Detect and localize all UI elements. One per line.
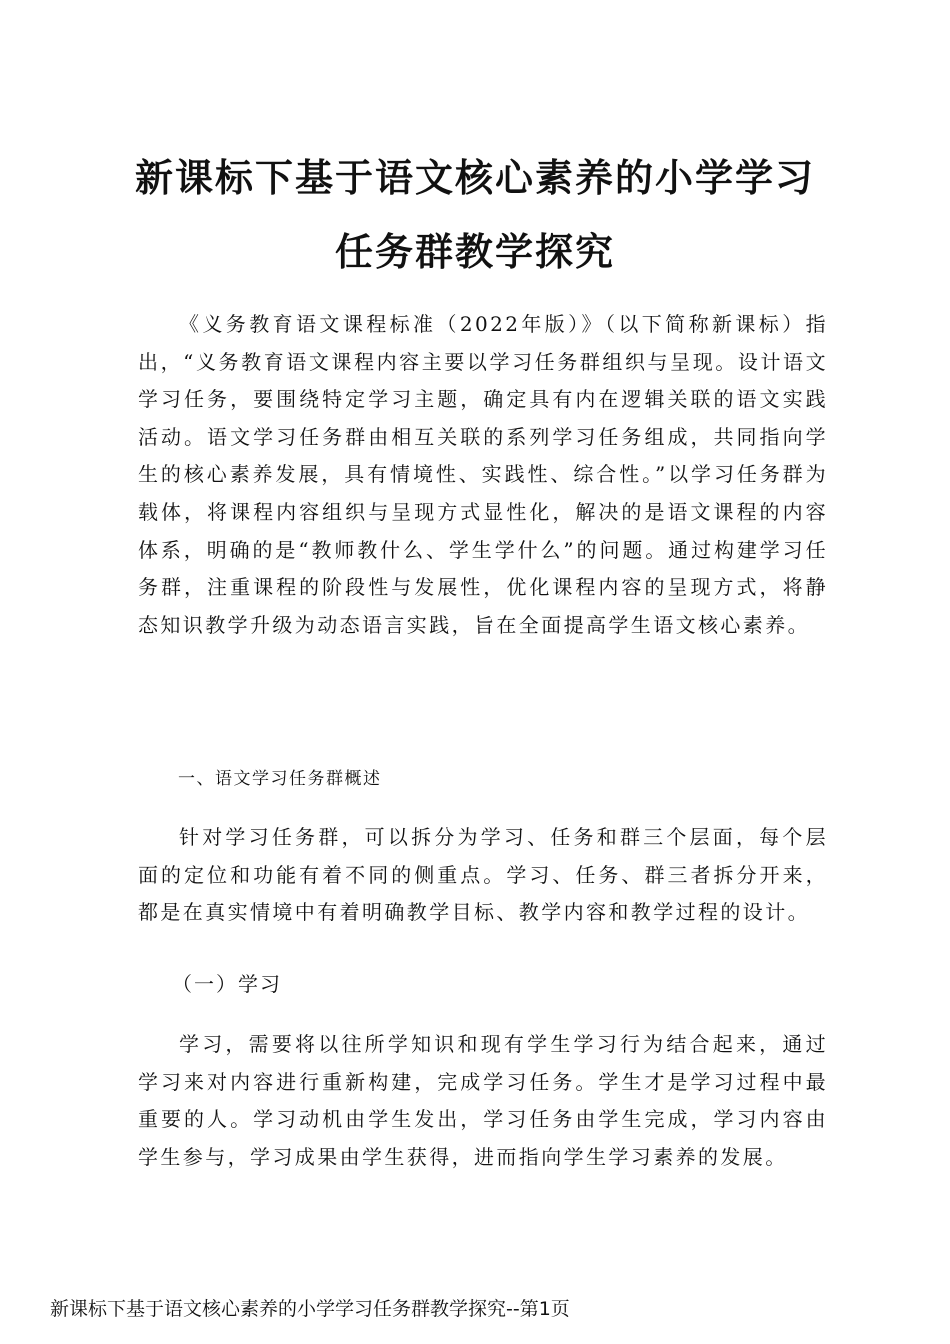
subsection-heading-study: （一）学习: [172, 972, 282, 996]
study-paragraph: 学习，需要将以往所学知识和现有学生学习行为结合起来，通过学习来对内容进行重新构建，完成学习任务。学生才是学习过程中最重要的人。学习动机由学生发出，学习任务由学生完成，学习内容由学生参与，学习成果由学生获得，进而指向学生学习素养的发展。: [138, 1032, 828, 1169]
section-heading-overview: 一、语文学习任务群概述: [178, 769, 382, 789]
document-title-line2: 任务群教学探究: [334, 229, 615, 275]
document-title-line1: 新课标下基于语文核心素养的小学学习: [134, 155, 815, 201]
page-footer: 新课标下基于语文核心素养的小学学习任务群教学探究--第1页: [50, 1298, 570, 1320]
overview-paragraph: 针对学习任务群，可以拆分为学习、任务和群三个层面，每个层面的定位和功能有着不同的侧重点。学习、任务、群三者拆分开来，都是在真实情境中有着明确教学目标、教学内容和教学过程的设计。: [138, 825, 828, 925]
intro-paragraph: 《义务教育语文课程标准（2022年版）》（以下简称新课标）指出，“义务教育语文课程内容主要以学习任务群组织与呈现。设计语文学习任务，要围绕特定学习主题，确定具有内在逻辑关联的语文实践活动。语文学习任务群由相互关联的系列学习任务组成，共同指向学生的核心素养发展，具有情境性、实践性、综合性。”以学习任务群为载体，将课程内容组织与呈现方式显性化，解决的是语文课程的内容体系，明确的是“教师教什么、学生学什么”的问题。通过构建学习任务群，注重课程的阶段性与发展性，优化课程内容的呈现方式，将静态知识教学升级为动态语言实践，旨在全面提高学生语文核心素养。: [138, 312, 828, 637]
